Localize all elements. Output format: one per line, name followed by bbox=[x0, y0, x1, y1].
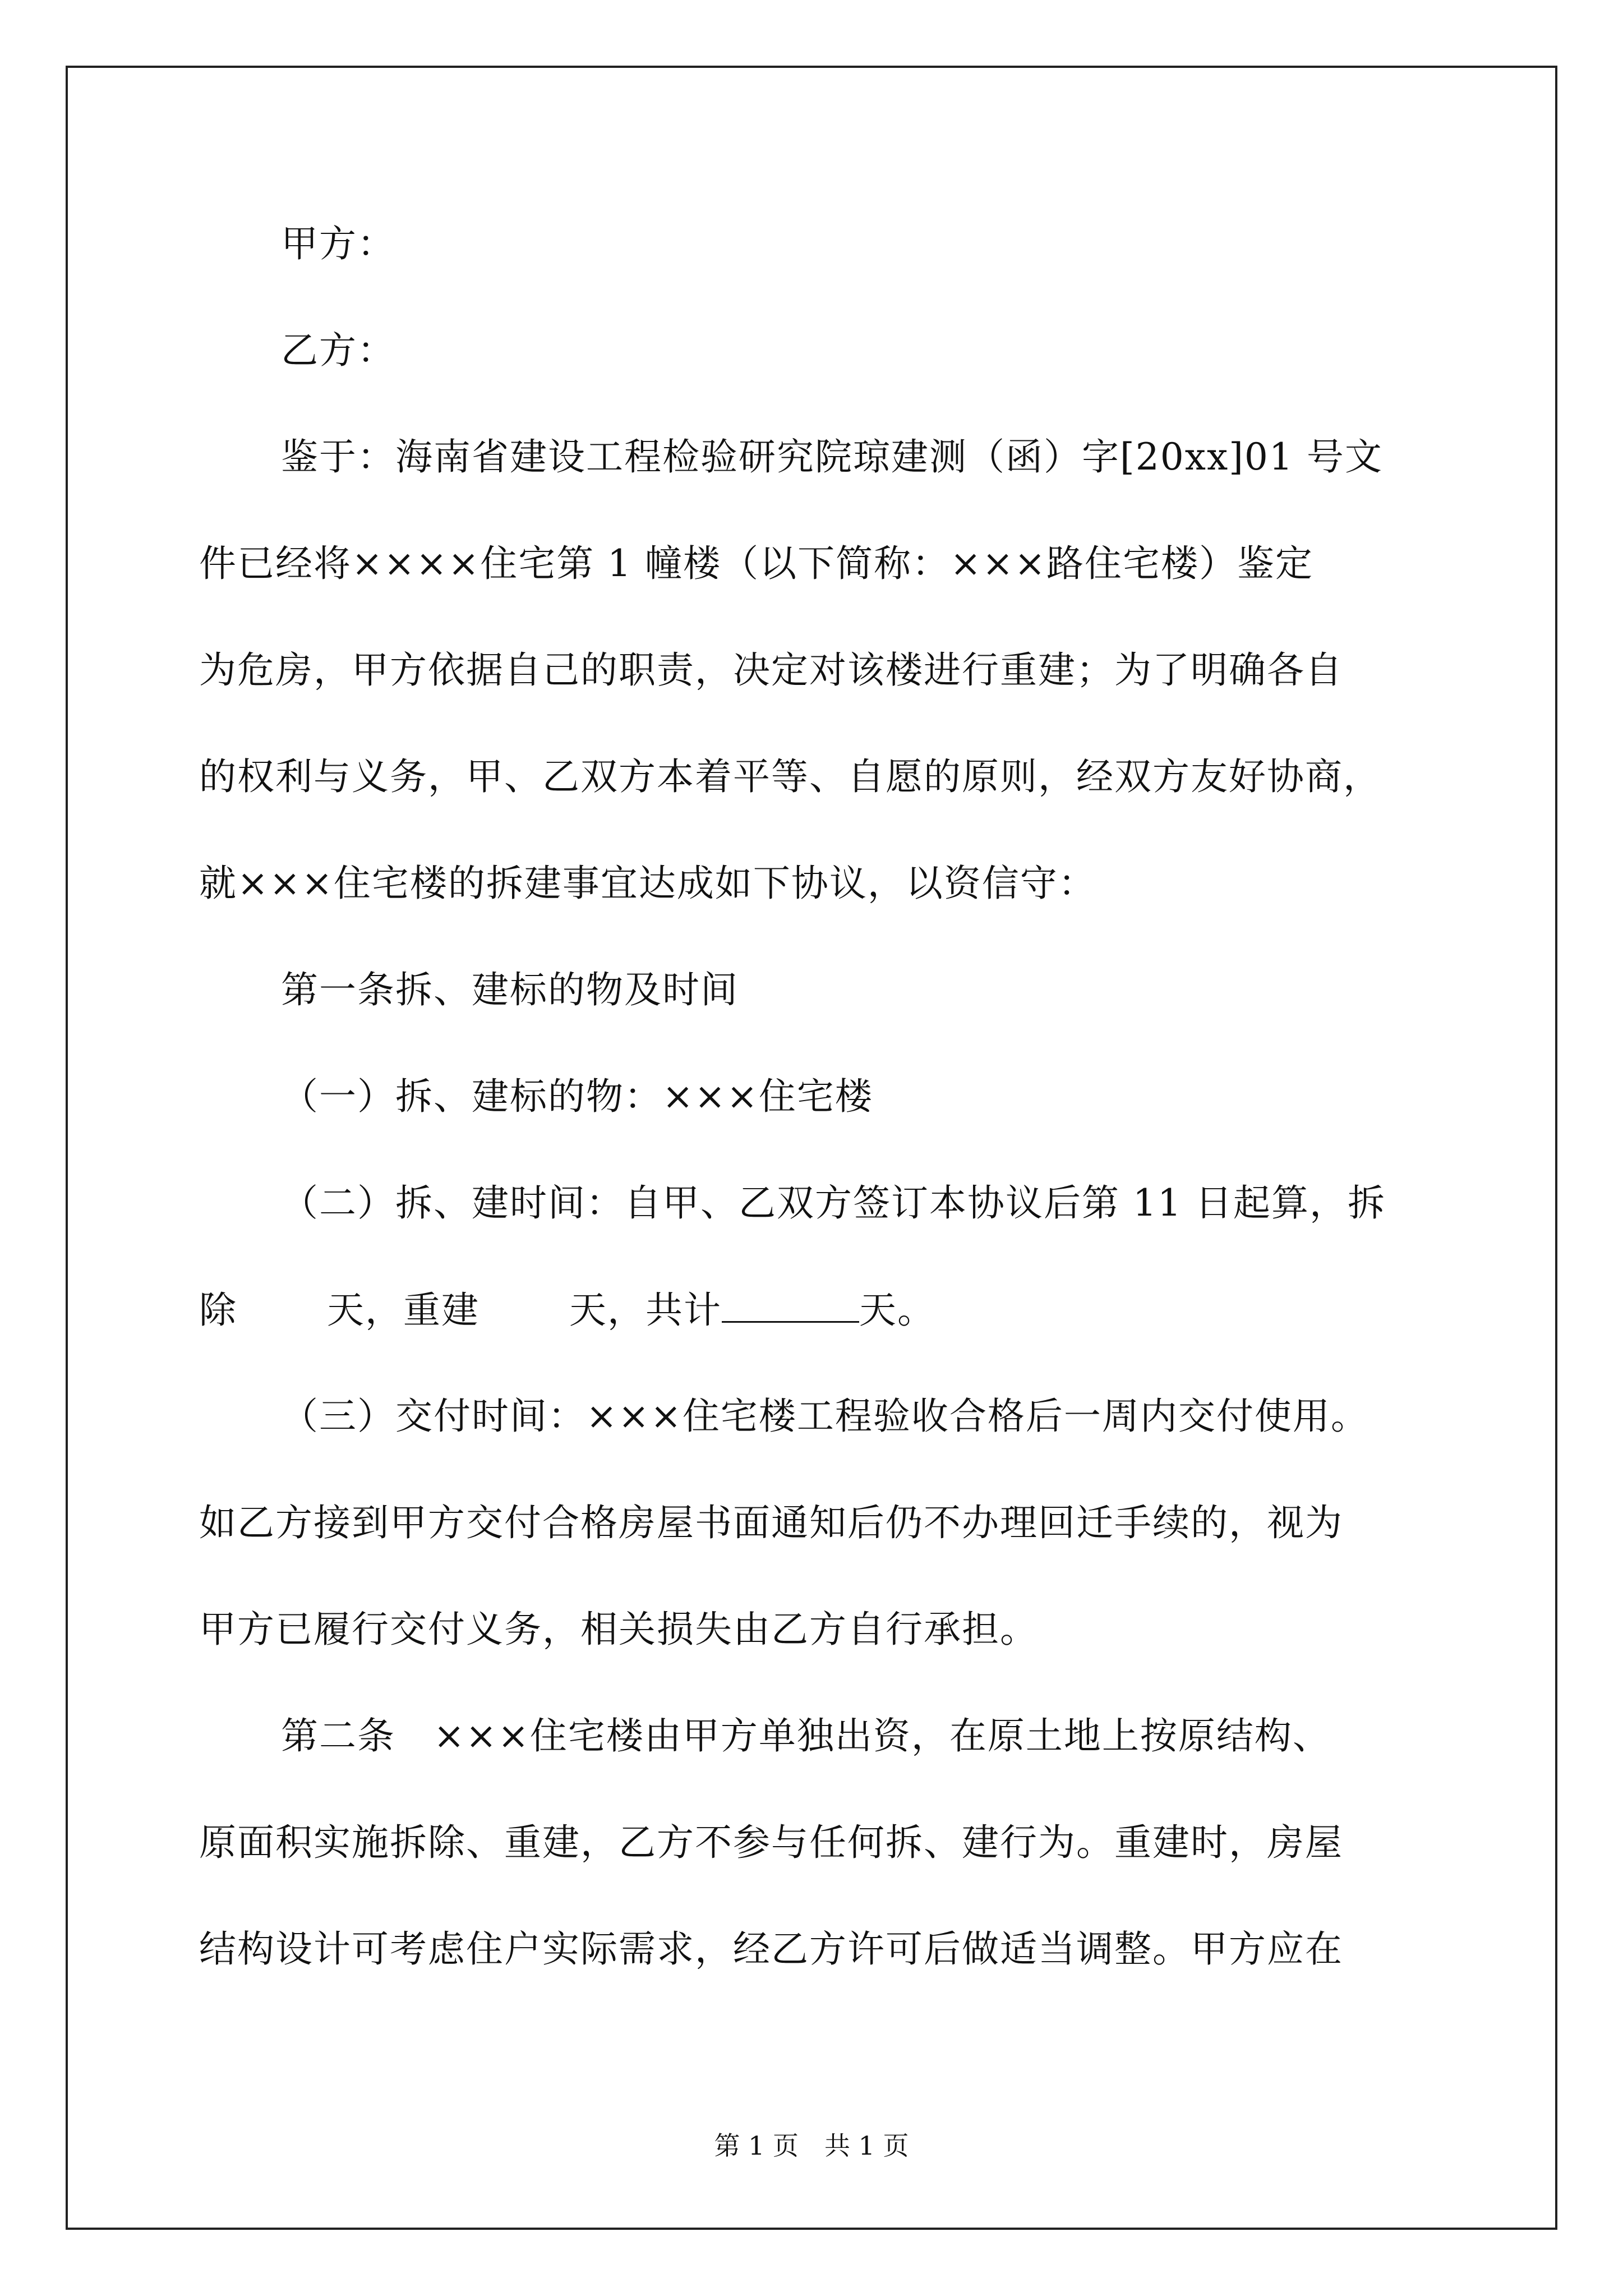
article1-item1: （一）拆、建标的物：×××住宅楼 bbox=[281, 1075, 873, 1118]
page-footer: 第 1 页 共 1 页 bbox=[714, 2131, 909, 2161]
party-b-line: 乙方： bbox=[281, 329, 395, 372]
article1-item3: （三）交付时间：×××住宅楼工程验收合格后一周内交付使用。 bbox=[281, 1395, 1369, 1438]
article1-item2: （二）拆、建时间：自甲、乙双方签订本协议后第 11 日起算，拆 bbox=[281, 1181, 1386, 1225]
demolish-label: 除 bbox=[199, 1289, 237, 1332]
total-label: 天，共计 bbox=[569, 1289, 722, 1332]
rebuild-label: 天，重建 bbox=[327, 1289, 479, 1332]
recital-line: 鉴于：海南省建设工程检验研究院琼建测（函）字[20xx]01 号文 bbox=[281, 435, 1383, 478]
recital-line: 件已经将××××住宅第 1 幢楼（以下简称：×××路住宅楼）鉴定 bbox=[199, 542, 1314, 585]
article2-line: 原面积实施拆除、重建，乙方不参与任何拆、建行为。重建时，房屋 bbox=[199, 1821, 1343, 1864]
total-days-blank bbox=[722, 1287, 859, 1323]
article1-title: 第一条拆、建标的物及时间 bbox=[281, 968, 739, 1011]
party-a-line: 甲方： bbox=[281, 222, 395, 265]
article2-line: 结构设计可考虑住户实际需求，经乙方许可后做适当调整。甲方应在 bbox=[199, 1927, 1343, 1971]
article1-item3: 甲方已履行交付义务，相关损失由乙方自行承担。 bbox=[199, 1608, 1038, 1651]
article2-line: 第二条 ×××住宅楼由甲方单独出资，在原土地上按原结构、 bbox=[281, 1714, 1331, 1757]
page-border bbox=[66, 66, 1557, 2230]
days-suffix: 天。 bbox=[859, 1289, 935, 1332]
recital-line: 为危房，甲方依据自己的职责，决定对该楼进行重建；为了明确各自 bbox=[199, 648, 1343, 692]
article1-item2-durations bbox=[199, 1287, 935, 1332]
recital-line: 就×××住宅楼的拆建事宜达成如下协议，以资信守： bbox=[199, 862, 1096, 905]
recital-line: 的权利与义务，甲、乙双方本着平等、自愿的原则，经双方友好协商， bbox=[199, 755, 1381, 798]
article1-item3: 如乙方接到甲方交付合格房屋书面通知后仍不办理回迁手续的，视为 bbox=[199, 1501, 1343, 1544]
